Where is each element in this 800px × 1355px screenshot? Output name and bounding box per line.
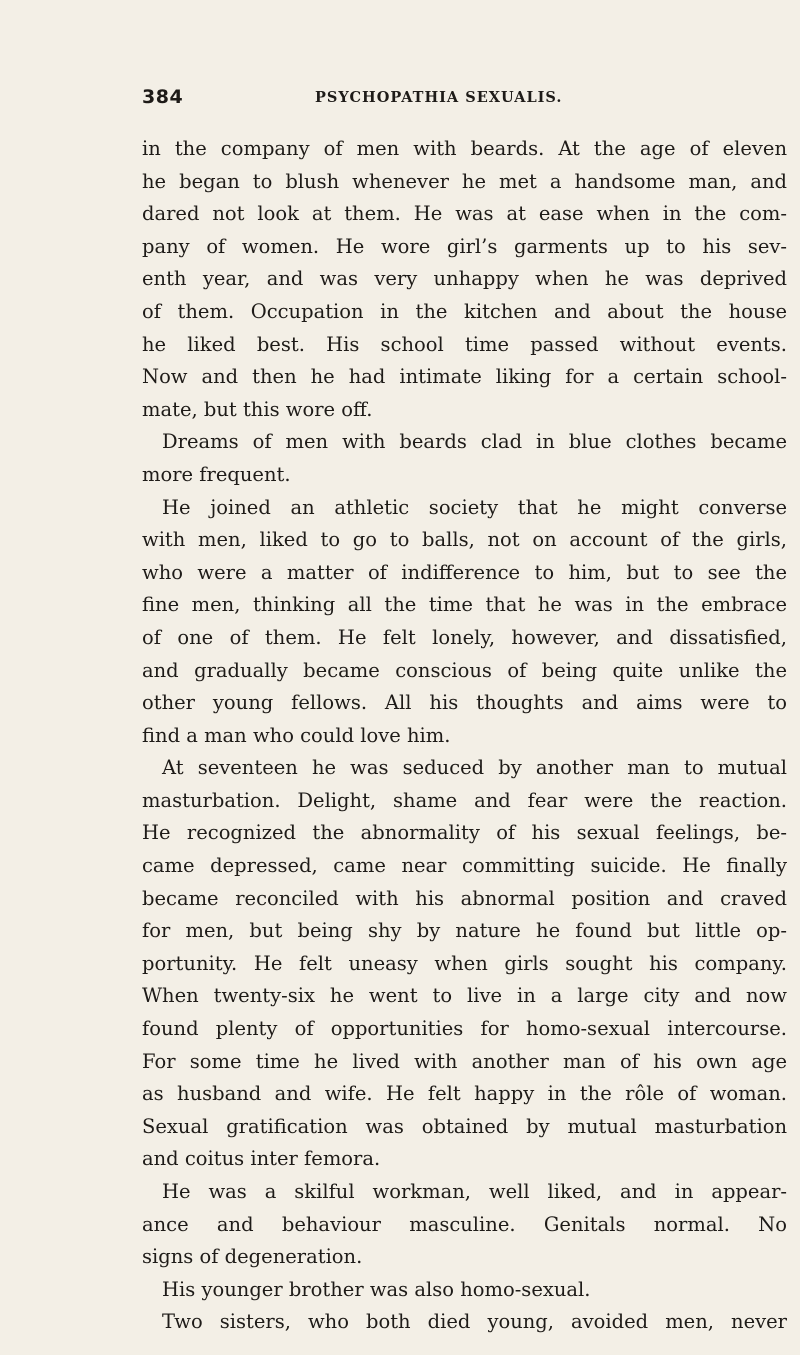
text-line: and gradually became conscious of being quite unlike the xyxy=(142,658,787,682)
text-line: he began to blush whenever he met a handsome man, and xyxy=(142,169,787,193)
running-head xyxy=(142,86,787,116)
text-line: dared not look at them. He was at ease when in the com- xyxy=(142,202,787,226)
text-line: Dreams of men with beards clad in blue clothes became xyxy=(162,430,787,454)
text-line: ance and behaviour masculine. Genitals normal. No xyxy=(142,1212,787,1236)
text-line: came depressed, came near committing suicide. He finally xyxy=(142,854,787,878)
text-line: portunity. He felt uneasy when girls sought his company. xyxy=(142,951,787,975)
text-line: pany of women. He wore girl’s garments up to his sev- xyxy=(142,234,787,258)
text-line: find a man who could love him. xyxy=(142,723,451,747)
text-line: For some time he lived with another man of his own age xyxy=(142,1049,787,1073)
text-line: of them. Occupation in the kitchen and about the house xyxy=(142,299,787,323)
text-line: He was a skilful workman, well liked, and in appear- xyxy=(162,1180,787,1203)
text-line: other young fellows. All his thoughts and aims were to xyxy=(142,691,787,715)
text-line: Now and then he had intimate liking for a certain school- xyxy=(142,365,787,389)
text-line: Two sisters, who both died young, avoided men, never xyxy=(162,1310,787,1334)
text-line: When twenty-six he went to live in a large city and now xyxy=(142,984,787,1008)
text-line: At seventeen he was seduced by another man to mutual xyxy=(162,756,787,780)
text-line: for men, but being shy by nature he found but little op- xyxy=(142,919,787,943)
body-text xyxy=(142,133,787,1339)
page-number: 384 xyxy=(142,86,184,108)
text-line: became reconciled with his abnormal position and craved xyxy=(142,886,787,910)
text-line: who were a matter of indifference to him, but to see the xyxy=(142,560,787,584)
text-line: found plenty of opportunities for homo-sexual intercourse. xyxy=(142,1017,787,1041)
text-line: Sexual gratification was obtained by mutual masturbation xyxy=(142,1114,787,1138)
text-line: signs of degeneration. xyxy=(142,1245,363,1269)
text-line: He joined an athletic society that he might converse xyxy=(162,495,787,519)
text-line: His younger brother was also homo-sexual. xyxy=(162,1277,591,1301)
running-title: PSYCHOPATHIA SEXUALIS. xyxy=(315,89,563,106)
text-line: He recognized the abnormality of his sexual feelings, be- xyxy=(142,821,787,845)
text-line: mate, but this wore off. xyxy=(142,397,373,421)
text-line: as husband and wife. He felt happy in the rôle of woman. xyxy=(142,1082,787,1106)
text-line: masturbation. Delight, shame and fear were the reaction. xyxy=(142,788,787,812)
text-line: and coitus inter femora. xyxy=(142,1147,381,1171)
text-line: with men, liked to go to balls, not on account of the girls, xyxy=(142,528,787,552)
text-line: enth year, and was very unhappy when he was deprived xyxy=(142,267,787,291)
text-line: in the company of men with beards. At the age of eleven xyxy=(142,137,787,160)
text-line: fine men, thinking all the time that he was in the embrace xyxy=(142,593,787,617)
text-line: of one of them. He felt lonely, however, and dissatisfied, xyxy=(142,625,787,649)
text-line: more frequent. xyxy=(142,462,291,486)
text-line: he liked best. His school time passed without events. xyxy=(142,332,787,356)
